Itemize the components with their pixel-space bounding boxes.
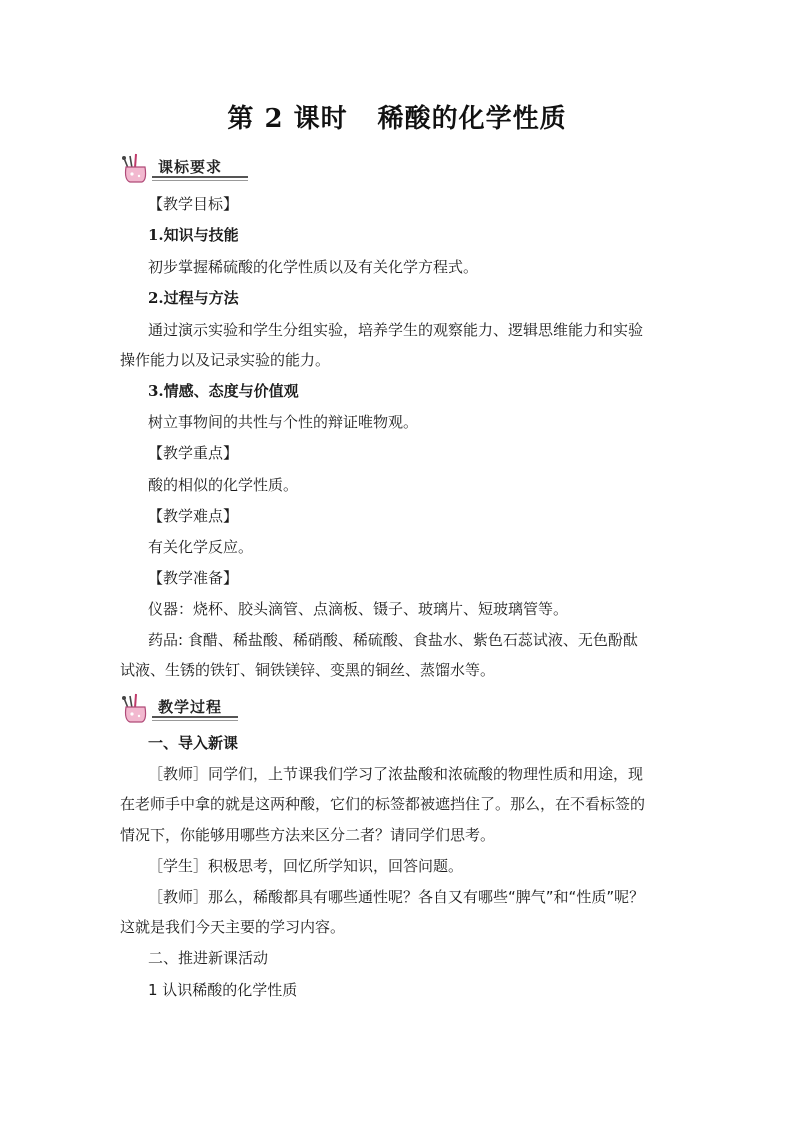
heading-preparation: 【教学准备】 xyxy=(148,569,239,587)
paragraph-line: ［学生］积极思考，回忆所学知识，回答问题。 xyxy=(148,857,464,875)
paragraph-line: ［教师］同学们，上节课我们学习了浓盐酸和浓硫酸的物理性质和用途，现 xyxy=(148,765,644,783)
title-topic: 稀酸的化学性质 xyxy=(377,104,567,134)
pen-holder-icon xyxy=(118,692,154,726)
paragraph-line: 通过演示实验和学生分组实验，培养学生的观察能力、逻辑思维能力和实验 xyxy=(148,321,644,339)
heading-teaching-goals: 【教学目标】 xyxy=(148,195,239,213)
paragraph-line: ［教师］那么，稀酸都具有哪些通性呢？各自又有哪些“脾气”和“性质”呢？ xyxy=(148,888,645,906)
heading-introduction: 一、导入新课 xyxy=(148,734,239,752)
paragraph-line: 酸的相似的化学性质。 xyxy=(148,476,299,494)
paragraph-line: 这就是我们今天主要的学习内容。 xyxy=(120,918,346,936)
heading-difficulties: 【教学难点】 xyxy=(148,507,239,525)
paragraph-line: 仪器：烧杯、胶头滴管、点滴板、镊子、玻璃片、短玻璃管等。 xyxy=(148,600,569,618)
title-lesson: 第 2 课时 xyxy=(227,104,348,134)
paragraph-line: 情况下，你能够用哪些方法来区分二者？请同学们思考。 xyxy=(120,826,496,844)
section-label: 课标要求 xyxy=(158,158,223,176)
subheading-acid-properties: 1 认识稀酸的化学性质 xyxy=(148,981,298,999)
pen-holder-icon xyxy=(118,152,154,186)
paragraph-line: 在老师手中拿的就是这两种酸，它们的标签都被遮挡住了。那么，在不看标签的 xyxy=(120,795,646,813)
subheading-knowledge-skills: 1.知识与技能 xyxy=(148,226,239,244)
paragraph-line: 树立事物间的共性与个性的辩证唯物观。 xyxy=(148,413,419,431)
section-banner-process xyxy=(118,692,248,722)
paragraph-line: 试液、生锈的铁钉、铜铁镁锌、变黑的铜丝、蒸馏水等。 xyxy=(120,661,496,679)
section-label: 教学过程 xyxy=(158,698,223,716)
paragraph-line: 药品: 食醋、稀盐酸、稀硝酸、稀硫酸、食盐水、紫色石蕊试液、无色酚酞 xyxy=(148,631,638,649)
paragraph-line: 有关化学反应。 xyxy=(148,538,254,556)
heading-key-points: 【教学重点】 xyxy=(148,444,239,462)
paragraph-line: 操作能力以及记录实验的能力。 xyxy=(120,351,331,369)
section-banner-curriculum xyxy=(118,152,248,182)
subheading-attitude-values: 3.情感、态度与价值观 xyxy=(148,382,299,400)
subheading-process-method: 2.过程与方法 xyxy=(148,289,239,307)
page-title xyxy=(0,98,794,135)
paragraph-line: 初步掌握稀硫酸的化学性质以及有关化学方程式。 xyxy=(148,258,479,276)
heading-new-lesson: 二、推进新课活动 xyxy=(148,949,269,967)
